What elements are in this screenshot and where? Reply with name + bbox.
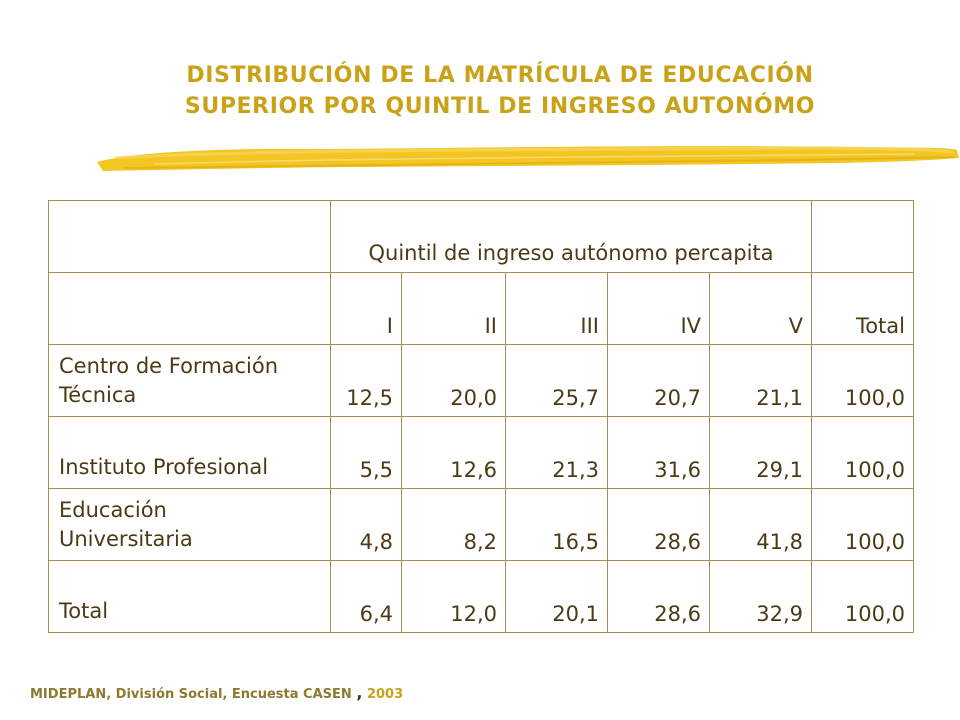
table-cell: 20,0 [402,345,506,417]
table-cell: 32,9 [710,561,812,633]
table-cell: 20,7 [608,345,710,417]
source-text: MIDEPLAN, División Social, Encuesta CASEN [30,687,352,702]
table-cell: 41,8 [710,489,812,561]
table-corner-cell [49,201,331,273]
table-cell: 31,6 [608,417,710,489]
table-row [49,489,914,561]
table-column-header-row [49,273,914,345]
title-line-2: SUPERIOR POR QUINTIL DE INGRESO AUTONÓMO [184,94,816,119]
table-cell: 21,3 [506,417,608,489]
table-cell: 100,0 [812,345,914,417]
table-cell: 12,6 [402,417,506,489]
quintile-group-header: Quintil de ingreso autónomo percapita [331,201,812,273]
table-empty-cell [812,201,914,273]
table-cell: 16,5 [506,489,608,561]
table-cell: 6,4 [331,561,402,633]
column-header: III [506,273,608,345]
table-cell: 4,8 [331,489,402,561]
source-year: 2003 [366,687,404,702]
table-cell: 5,5 [331,417,402,489]
column-header: II [402,273,506,345]
table-cell: 12,0 [402,561,506,633]
title-line-1: DISTRIBUCIÓN DE LA MATRÍCULA DE EDUCACIÓN [186,63,814,88]
row-label: Centro de Formación Técnica [49,345,331,417]
table-corner-cell [49,273,331,345]
source-note [30,683,403,702]
table-cell: 12,5 [331,345,402,417]
table-row [49,561,914,633]
row-label: Total [49,561,331,633]
source-separator: , [356,683,363,702]
enrollment-table [48,200,914,633]
table-cell: 28,6 [608,561,710,633]
table-group-header-row [49,201,914,273]
table-cell: 20,1 [506,561,608,633]
table-row [49,417,914,489]
page-title [70,60,930,122]
column-header: I [331,273,402,345]
table-row [49,345,914,417]
column-header: IV [608,273,710,345]
table-cell: 100,0 [812,561,914,633]
table-cell: 21,1 [710,345,812,417]
row-label: Educación Universitaria [49,489,331,561]
brush-stroke-decoration [95,138,960,178]
table-cell: 28,6 [608,489,710,561]
row-label: Instituto Profesional [49,417,331,489]
column-header: Total [812,273,914,345]
table-cell: 25,7 [506,345,608,417]
table-cell: 8,2 [402,489,506,561]
table-cell: 29,1 [710,417,812,489]
table-cell: 100,0 [812,489,914,561]
column-header: V [710,273,812,345]
table-cell: 100,0 [812,417,914,489]
